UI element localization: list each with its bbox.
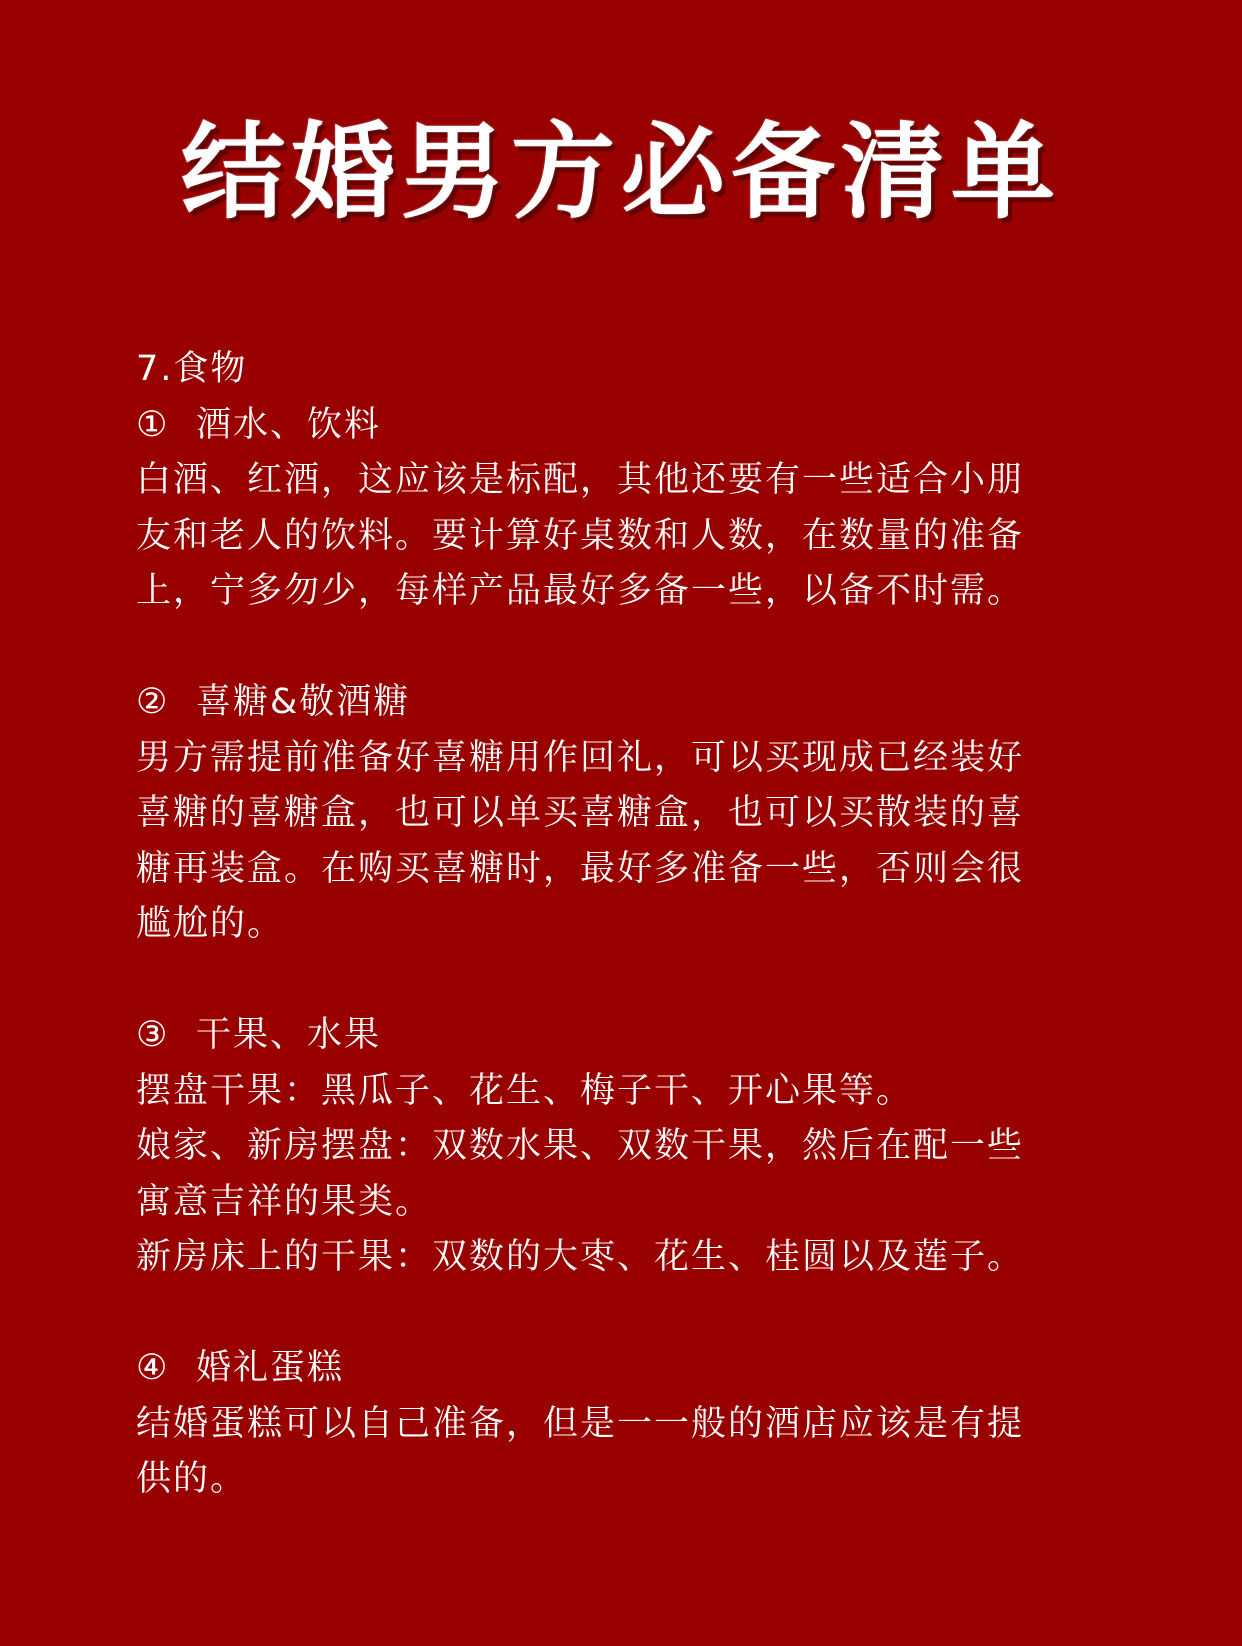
- item-heading: [136, 398, 1116, 454]
- paragraph-line: 糖再装盒。在购买喜糖时，最好多准备一些，否则会很: [136, 848, 1025, 889]
- item-heading-text: 婚礼蛋糕: [196, 1348, 345, 1388]
- item-heading-text: 干果、水果: [196, 1015, 382, 1055]
- item-marker: ②: [136, 682, 170, 722]
- page-title: 结婚男方必备清单: [180, 111, 1061, 233]
- paragraph-line: 尴尬的。: [136, 904, 285, 944]
- item-heading: [136, 675, 1116, 731]
- paragraph-line: 上，宁多勿少，每样产品最好多备一些，以备不时需。: [136, 571, 1025, 611]
- spacer: [136, 1286, 1116, 1342]
- spacer: [136, 953, 1116, 1009]
- section-heading: 7.食物: [136, 349, 248, 389]
- item-marker: ①: [136, 404, 170, 445]
- item-heading: [136, 1008, 1116, 1064]
- paragraph-line: 男方需提前准备好喜糖用作回礼，可以买现成已经装好: [136, 737, 1025, 778]
- paragraph-line: 白酒、红酒，这应该是标配，其他还要有一些适合小朋: [136, 460, 1025, 500]
- item-heading-text: 酒水、饮料: [196, 404, 382, 445]
- paragraph-line: 喜糖的喜糖盒，也可以单买喜糖盒，也可以买散装的喜: [136, 793, 1025, 833]
- item-marker: ④: [136, 1348, 170, 1388]
- paragraph-line: 娘家、新房摆盘：双数水果、双数干果，然后在配一些: [136, 1126, 1025, 1166]
- paragraph-line: 结婚蛋糕可以自己准备，但是一一般的酒店应该是有提: [136, 1403, 1025, 1444]
- paragraph-line: 寓意吉祥的果类。: [136, 1181, 433, 1222]
- content: [136, 342, 1116, 1508]
- paragraph-line: 新房床上的干果：双数的大枣、花生、桂圆以及莲子。: [136, 1237, 1025, 1277]
- paragraph-line: 供的。: [136, 1459, 248, 1499]
- spacer: [136, 620, 1116, 676]
- paragraph-line: 摆盘干果：黑瓜子、花生、梅子干、开心果等。: [136, 1070, 914, 1111]
- paragraph-line: 友和老人的饮料。要计算好桌数和人数，在数量的准备: [136, 515, 1025, 556]
- item-marker: ③: [136, 1015, 170, 1055]
- item-heading: [136, 1341, 1116, 1397]
- item-heading-text: 喜糖&敬酒糖: [196, 682, 411, 722]
